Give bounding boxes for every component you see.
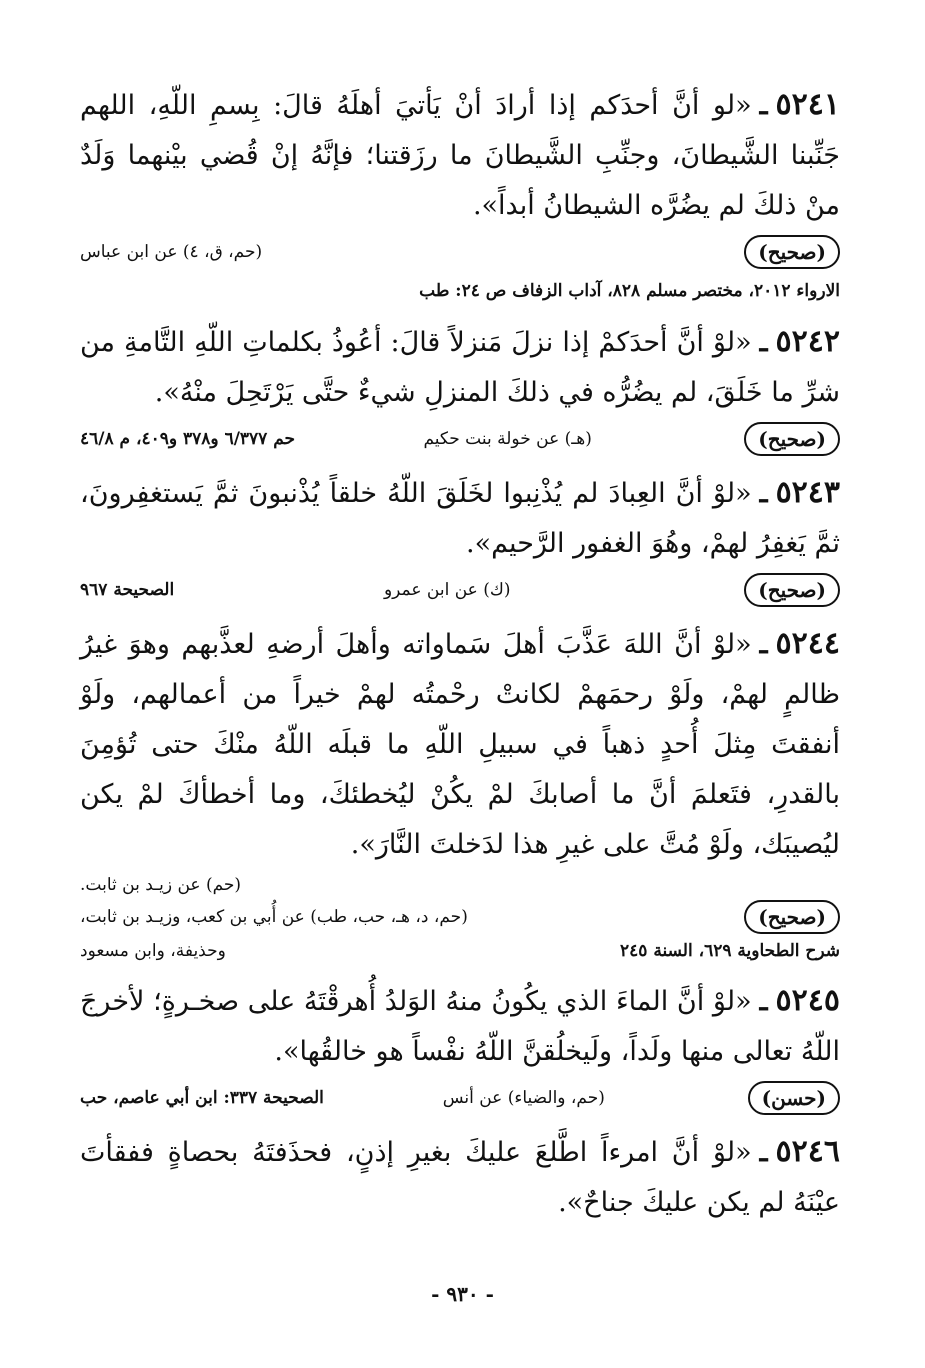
- hadith-5244: [80, 619, 840, 968]
- hadith-5243: [80, 468, 840, 611]
- grade-badge: (حسن): [748, 1081, 840, 1115]
- separator-dash: ـ: [759, 90, 768, 121]
- narrator: (هـ) عن خولة بنت حكيم: [423, 429, 592, 449]
- narrator-top: (حم) عن زيـد بن ثابت.: [80, 875, 242, 895]
- hadith-body: «لوْ أنَّ اللهَ عَذَّبَ أهلَ سَماواته وأهلَ أرضهِ لعذَّبهم وهوَ غيرُ ظالمٍ لهمْ، ولَوْ رحمَهمْ لكانتْ رحْمتُه لهمْ خيراً من أعمالهم، ولَوْ أنفقتَ مِثلَ أُحدٍ ذهباً في سبيلِ اللّهِ ما قبلَه اللّهُ منْكَ حتى تُؤمِنَ بالقدرِ، فتَعلمَ أنَّ ما أصابكَ لمْ يكُنْ ليُخطئكَ، وما أخطأكَ لمْ يكن ليُصيبَك، ولَوْ مُتَّ على غيرِ هذا لدَخلتَ النَّارَ».: [80, 629, 840, 860]
- hadith-number: ٥٢٤١: [775, 87, 840, 122]
- hadith-text: [80, 468, 840, 569]
- grade-badge: (صحيح): [744, 573, 840, 607]
- narrator: (حم، والضياء) عن أنس: [442, 1088, 605, 1108]
- reference: الصحيحة ٩٦٧: [80, 580, 175, 600]
- narrator-continuation: وحذيفة، وابن مسعود: [80, 941, 226, 961]
- hadith-body: «لوْ أنَّ امرءاً اطَّلعَ عليكَ بغيرِ إذنٍ، فحذَفتَهُ بحصاةٍ ففقأتَ عيْنَهُ لم يكن عليكَ جناحٌ».: [80, 1137, 840, 1218]
- hadith-number: ٥٢٤٦: [775, 1134, 840, 1169]
- narrator-continuation-line: [80, 934, 840, 968]
- hadith-meta: [80, 1077, 840, 1119]
- hadith-meta: [80, 569, 840, 611]
- reference: حم ٦/٣٧٧ و٣٧٨ و٤٠٩، م ٤٦/٨: [80, 429, 296, 449]
- hadith-meta: [80, 231, 840, 273]
- hadith-text: [80, 80, 840, 231]
- hadith-text: [80, 317, 840, 418]
- hadith-meta: [80, 418, 840, 460]
- book-page: [80, 80, 840, 1236]
- narrator: (حم، ق، ٤) عن ابن عباس: [80, 242, 263, 262]
- hadith-number: ٥٢٤٣: [775, 475, 841, 510]
- hadith-text: [80, 976, 840, 1077]
- separator-dash: ـ: [759, 629, 768, 660]
- reference: شرح الطحاوية ٦٢٩، السنة ٢٤٥: [620, 941, 840, 961]
- separator-dash: ـ: [759, 478, 768, 509]
- separator-dash: ـ: [759, 327, 768, 358]
- narrator: (ك) عن ابن عمرو: [383, 580, 511, 600]
- hadith-meta: [80, 900, 840, 934]
- grade-badge: (صحيح): [744, 900, 840, 934]
- separator-dash: ـ: [759, 1137, 768, 1168]
- hadith-number: ٥٢٤٥: [775, 983, 840, 1018]
- reference-line: الارواء ٢٠١٢، مختصر مسلم ٨٢٨، آداب الزفاف ص ٢٤: طب: [419, 281, 840, 301]
- hadith-text: [80, 1127, 840, 1228]
- hadith-number: ٥٢٤٤: [775, 626, 840, 661]
- hadith-5241: [80, 80, 840, 309]
- reference: الصحيحة ٣٣٧: ابن أبي عاصم، حب: [80, 1088, 324, 1108]
- grade-badge: (صحيح): [744, 422, 840, 456]
- hadith-body: «لو أنَّ أحدَكم إذا أرادَ أنْ يَأتيَ أهلَهُ قالَ: بِسمِ اللّهِ، اللهم جَنِّبنا الشَّيطانَ، وجنِّبِ الشَّيطانَ ما رزَقتنا؛ فإنَّهُ إنْ قُضي بيْنهما وَلَدٌ منْ ذلكَ لم يضُرَّه الشيطانُ أبداً».: [80, 90, 840, 221]
- hadith-body: «لوْ أنَّ العِبادَ لم يُذْنِبوا لخَلَقَ اللّهُ خلقاً يُذْنبونَ ثمَّ يَستغفِرونَ، ثمَّ يَغفِرُ لهمْ، وهُوَ الغفور الرَّحيم».: [80, 478, 840, 559]
- narrator: (حم، د، هـ، حب، طب) عن أُبي بن كعب، وزيـد بن ثابت،: [80, 907, 468, 927]
- separator-dash: ـ: [759, 986, 768, 1017]
- hadith-text: [80, 619, 840, 870]
- page-number: - ٩٣٠ -: [431, 1282, 494, 1306]
- hadith-body: «لوْ أنَّ الماءَ الذي يكُونُ منهُ الوَلدُ أُهرقْتَهُ على صخـرةٍ؛ لأخرجَ اللّهُ تعالى منها ولَداً، ولَيخلُقنَّ اللّهُ نفْساً هو خالقُها».: [80, 986, 840, 1067]
- hadith-5242: [80, 317, 840, 460]
- hadith-body: «لوْ أنَّ أحدَكمْ إذا نزلَ مَنزلاً قالَ: أعُوذُ بكلماتِ اللّهِ التَّامةِ من شرِّ ما خَلَقَ، لم يضُرُّه في ذلكَ المنزلِ شيءٌ حتَّى يَرْتَحِلَ منْهُ».: [80, 327, 840, 408]
- grade-badge: (صحيح): [744, 235, 840, 269]
- hadith-number: ٥٢٤٢: [775, 324, 840, 359]
- hadith-5246: [80, 1127, 840, 1228]
- hadith-5245: [80, 976, 840, 1119]
